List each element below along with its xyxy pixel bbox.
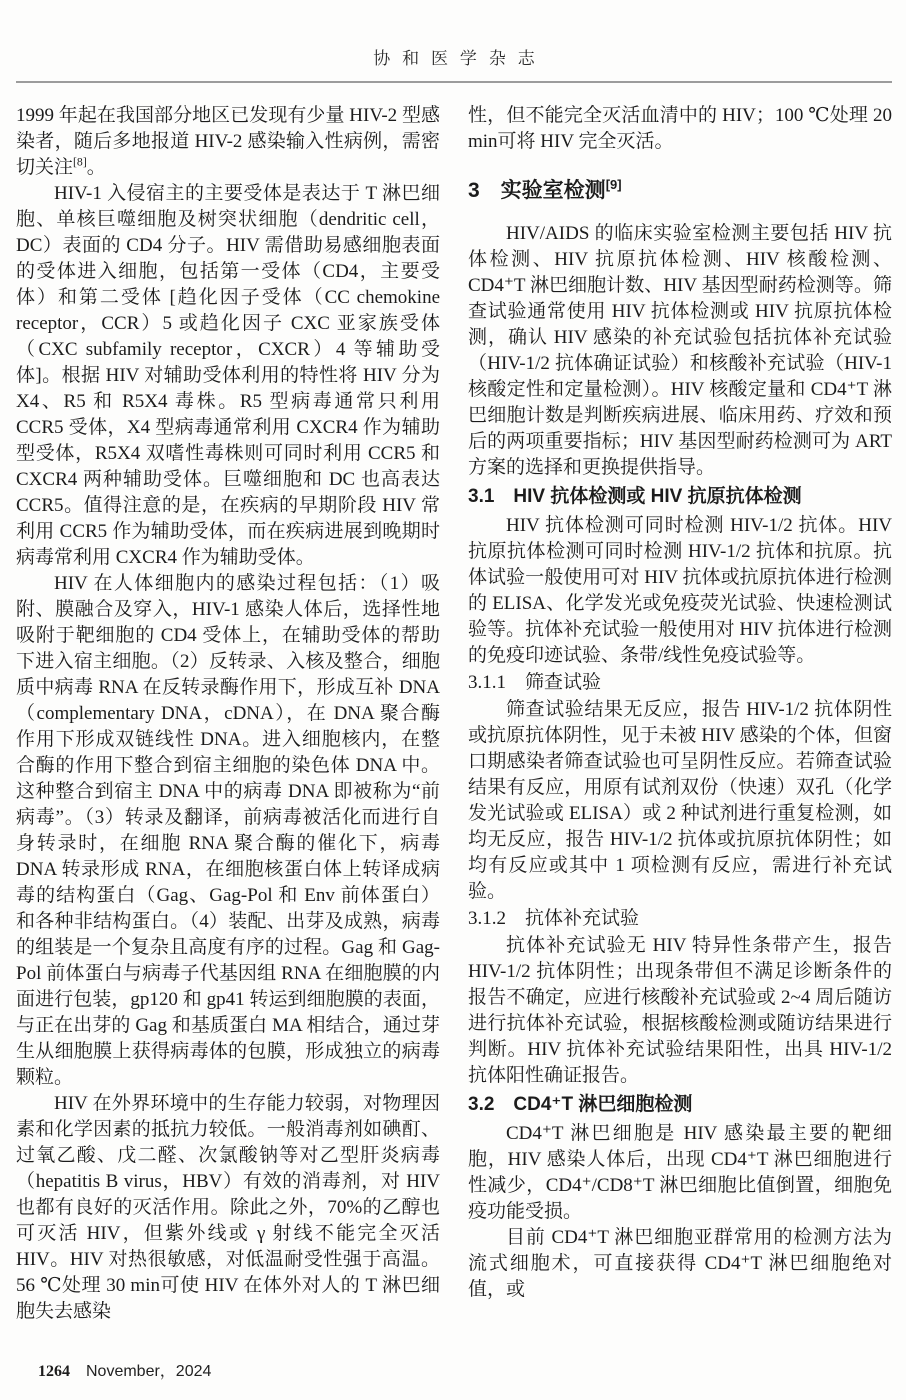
paragraph: 1999 年起在我国部分地区已发现有少量 HIV-2 型感染者，随后多地报道 HIV-2 感染输入性病例，需密切关注[8]。 <box>16 105 440 178</box>
right-column <box>468 103 892 1325</box>
paragraph: HIV 抗体检测可同时检测 HIV-1/2 抗体。HIV 抗原抗体检测可同时检测 HIV-1/2 抗体和抗原。抗体试验一般使用可对 HIV 抗体或抗原抗体进行检测的 ELISA、化学发光或免疫荧光试验、快速检测试验等。抗体补充试验一般使用对 HIV 抗体进行检测的免疫印迹试验、条带/线性免疫试验等。 <box>468 515 892 666</box>
reference-superscript: [9] <box>605 177 622 192</box>
paragraph: 筛查试验结果无反应，报告 HIV-1/2 抗体阴性或抗原抗体阴性，见于未被 HIV 感染的个体，但窗口期感染者筛查试验也可呈阴性反应。若筛查试验结果有反应，用原有试剂双份（快速）双孔（化学发光试验或 ELISA）或 2 种试剂进行重复检测，如均无反应，报告 HIV-1/2 抗体或抗原抗体阴性；如均有反应或其中 1 项检测有反应，需进行补充试验。 <box>468 699 892 902</box>
header-rule <box>16 81 892 83</box>
article-body <box>16 103 892 1325</box>
paragraph: HIV-1 入侵宿主的主要受体是表达于 T 淋巴细胞、单核巨噬细胞及树突状细胞（dendritic cell，DC）表面的 CD4 分子。HIV 需借助易感细胞表面的受体进入细胞，包括第一受体（CD4，主要受体）和第二受体 [趋化因子受体（CC chemokine receptor，CCR）5 或趋化因子 CXC 亚家族受体（CXC subfamily receptor，CXCR）4 等辅助受体]。根据 HIV 对辅助受体利用的特性将 HIV 分为 X4、R5 和 R5X4 毒株。R5 型病毒通常只利用 CCR5 受体，X4 型病毒通常利用 CXCR4 作为辅助型受体，R5X4 双嗜性毒株则可同时利用 CCR5 和 CXCR4 两种辅助受体。巨噬细胞和 DC 也高表达 CCR5。值得注意的是，在疾病的早期阶段 HIV 常利用 CCR5 作为辅助受体，而在疾病进展到晚期时病毒常利用 CXCR4 作为辅助受体。 <box>16 183 440 568</box>
page-header <box>16 0 892 83</box>
paragraph: CD4⁺T 淋巴细胞是 HIV 感染最主要的靶细胞，HIV 感染人体后，出现 CD4⁺T 淋巴细胞进行性减少，CD4⁺/CD8⁺T 淋巴细胞比值倒置，细胞免疫功能受损。 <box>468 1123 892 1222</box>
section-heading: 3.2 CD4⁺T 淋巴细胞检测 <box>468 1094 693 1115</box>
journal-title: 协和医学杂志 <box>373 49 547 68</box>
paragraph: 性，但不能完全灭活血清中的 HIV；100 ℃处理 20 min可将 HIV 完全灭活。 <box>468 105 892 152</box>
section-heading: 3.1.1 筛查试验 <box>468 672 602 693</box>
section-heading: 3.1.2 抗体补充试验 <box>468 908 640 929</box>
paragraph: HIV 在外界环境中的生存能力较弱，对物理因素和化学因素的抵抗力较低。一般消毒剂如碘酊、过氧乙酸、戊二醛、次氯酸钠等对乙型肝炎病毒（hepatitis B virus，HBV）有效的消毒剂，对 HIV 也都有良好的灭活作用。除此之外，70%的乙醇也可灭活 HIV，但紫外线或 γ 射线不能完全灭活 HIV。HIV 对热很敏感，对低温耐受性强于高温。56 ℃处理 30 min可使 HIV 在体外对人的 T 淋巴细胞失去感染 <box>16 1093 440 1322</box>
issue-date: November，2024 <box>86 1363 212 1380</box>
paragraph: HIV 在人体细胞内的感染过程包括：（1）吸附、膜融合及穿入，HIV-1 感染人体后，选择性地吸附于靶细胞的 CD4 受体上，在辅助受体的帮助下进入宿主细胞。（2）反转录、入核及整合，细胞质中病毒 RNA 在反转录酶作用下，形成互补 DNA（complementary DNA，cDNA），在 DNA 聚合酶作用下形成双链线性 DNA。进入细胞核内，在整合酶的作用下整合到宿主细胞的染色体 DNA 中。这种整合到宿主 DNA 中的病毒 DNA 即被称为“前病毒”。（3）转录及翻译，前病毒被活化而进行自身转录时，在细胞 RNA 聚合酶的催化下，病毒 DNA 转录形成 RNA，在细胞核蛋白体上转译成病毒的结构蛋白（Gag、Gag-Pol 和 Env 前体蛋白）和各种非结构蛋白。（4）装配、出芽及成熟，病毒的组装是一个复杂且高度有序的过程。Gag 和 Gag-Pol 前体蛋白与病毒子代基因组 RNA 在细胞膜的内面进行包装，gp120 和 gp41 转运到细胞膜的表面，与正在出芽的 Gag 和基质蛋白 MA 相结合，通过芽生从细胞膜上获得病毒体的包膜，形成独立的病毒颗粒。 <box>16 573 440 1088</box>
paragraph: 抗体补充试验无 HIV 特异性条带产生，报告 HIV-1/2 抗体阴性；出现条带但不满足诊断条件的报告不确定，应进行核酸补充试验或 2~4 周后随访进行抗体补充试验，根据核酸检测或随访结果进行判断。HIV 抗体补充试验结果阳性，出具 HIV-1/2 抗体阳性确证报告。 <box>468 935 892 1086</box>
reference-superscript: [8] <box>73 155 87 169</box>
paragraph: 目前 CD4⁺T 淋巴细胞亚群常用的检测方法为流式细胞术，可直接获得 CD4⁺T 淋巴细胞绝对值，或 <box>468 1227 892 1300</box>
section-heading: 3 实验室检测[9] <box>468 177 622 202</box>
page-number: 1264 <box>38 1363 70 1380</box>
left-column <box>16 103 440 1325</box>
section-heading: 3.1 HIV 抗体检测或 HIV 抗原抗体检测 <box>468 486 802 507</box>
page-footer <box>38 1358 211 1381</box>
paragraph: HIV/AIDS 的临床实验室检测主要包括 HIV 抗体检测、HIV 抗原抗体检测、HIV 核酸检测、CD4⁺T 淋巴细胞计数、HIV 基因型耐药检测等。筛查试验通常使用 HIV 抗体检测或 HIV 抗原抗体检测，确认 HIV 感染的补充试验包括抗体补充试验（HIV-1/2 抗体确证试验）和核酸补充试验（HIV-1 核酸定性和定量检测）。HIV 核酸定量和 CD4⁺T 淋巴细胞计数是判断疾病进展、临床用药、疗效和预后的两项重要指标；HIV 基因型耐药检测可为 ART 方案的选择和更换提供指导。 <box>468 223 892 478</box>
